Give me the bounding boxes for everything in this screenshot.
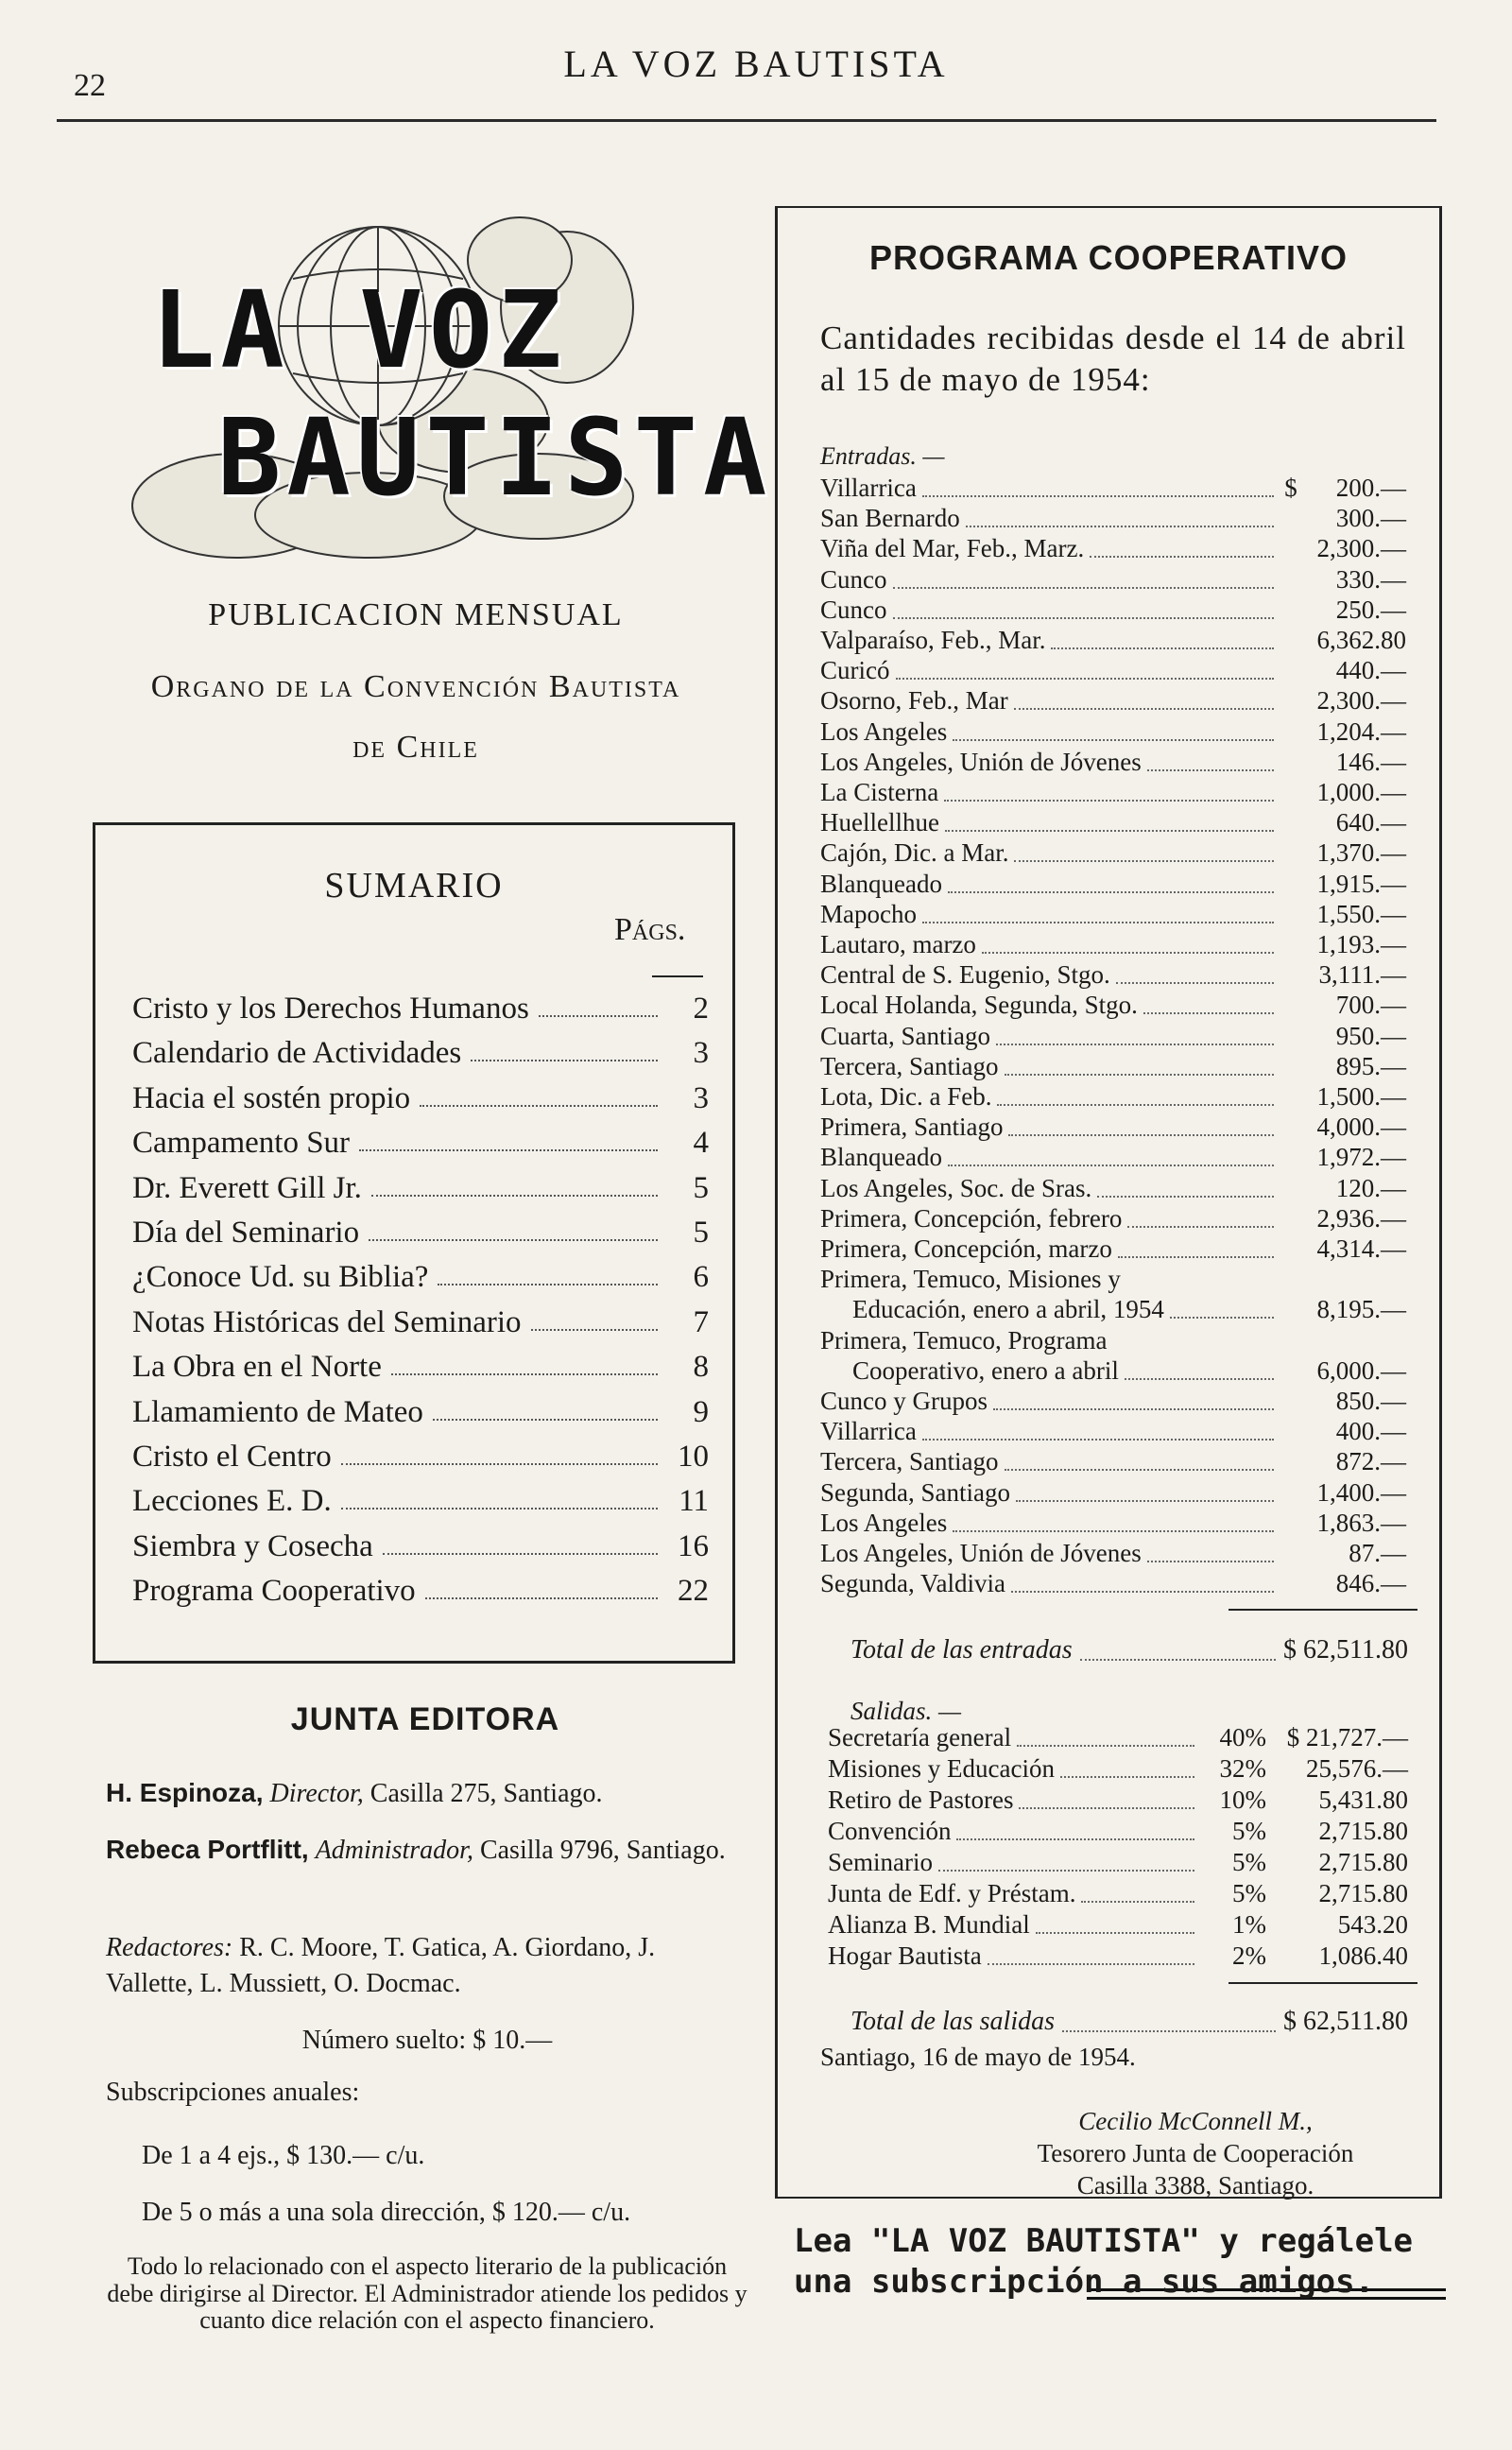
admin-address: Casilla 9796, Santiago. [479, 1836, 726, 1865]
toc-item [132, 1341, 709, 1385]
redactores-list: R. C. Moore, T. Gatica, A. Giordano, J. Vallette, L. Mussiett, O. Docmac. [106, 1933, 656, 1998]
leader-dots [953, 739, 1274, 741]
leader-dots [341, 1463, 658, 1465]
entrada-name: Huellellhue [820, 808, 939, 837]
entrada-name: Segunda, Valdivia [820, 1569, 1005, 1598]
salida-name: Junta de Edf. y Préstam. [828, 1879, 1076, 1907]
leader-dots [953, 1530, 1274, 1532]
director-line [106, 1775, 748, 1812]
toc-title: Cristo el Centro [132, 1440, 332, 1474]
salida-percent: 5% [1232, 1879, 1266, 1907]
entradas-label: Entradas. — [820, 442, 945, 470]
entrada-amount: 2,300.— [1316, 534, 1406, 563]
toc-page: 8 [693, 1350, 709, 1385]
entrada-name: Mapocho [820, 899, 917, 928]
masthead-logo [123, 203, 773, 572]
salida-percent: 32% [1219, 1754, 1266, 1783]
subscriptions-label: Subscripciones anuales: [106, 2078, 360, 2107]
redactores-line [106, 1930, 748, 2002]
entrada-amount: 1,972.— [1316, 1143, 1406, 1172]
leader-dots [1051, 647, 1274, 649]
toc-page: 4 [693, 1126, 709, 1161]
report-date: Santiago, 16 de mayo de 1954. [820, 2043, 1136, 2071]
total-salidas-value: $ 62,511.80 [1283, 2007, 1408, 2036]
leader-dots [1005, 1074, 1274, 1076]
entrada-row [820, 1114, 1406, 1140]
entrada-row [820, 1145, 1406, 1170]
salida-percent: 40% [1219, 1723, 1266, 1751]
entrada-row [820, 1510, 1406, 1536]
salida-amount: 5,431.80 [1318, 1786, 1408, 1814]
entrada-row [820, 1449, 1406, 1475]
salida-row [828, 1787, 1408, 1813]
leader-dots [1080, 1659, 1276, 1661]
page-number: 22 [74, 68, 106, 103]
salida-name: Seminario [828, 1848, 933, 1876]
entrada-row [820, 716, 1406, 746]
toc-title: Lecciones E. D. [132, 1484, 332, 1519]
publication-type: PUBLICACION MENSUAL [208, 597, 624, 632]
entrada-name: Primera, Temuco, Misiones y [820, 1265, 1121, 1294]
toc-title: Hacia el sostén propio [132, 1080, 411, 1115]
leader-dots [997, 1104, 1274, 1106]
entrada-name: Segunda, Santiago [820, 1477, 1010, 1507]
leader-dots [1147, 769, 1274, 771]
entrada-amount: 1,500.— [1316, 1082, 1406, 1111]
toc-item [132, 983, 709, 1027]
entrada-name: Tercera, Santiago [820, 1051, 999, 1080]
salida-row [828, 1819, 1408, 1844]
leader-dots [1097, 1196, 1274, 1198]
entrada-name-cont: Educación, enero a abril, 1954 [852, 1295, 1164, 1324]
entrada-row [820, 899, 1406, 928]
entrada-amount: 3,111.— [1318, 960, 1406, 990]
entrada-row [820, 1084, 1406, 1110]
entrada-name: Curicó [820, 656, 890, 685]
leader-dots [425, 1597, 658, 1599]
entrada-amount: 1,400.— [1316, 1477, 1406, 1507]
entrada-amount: 120.— [1335, 1173, 1406, 1202]
salida-percent: 5% [1232, 1817, 1266, 1845]
entrada-name: Local Holanda, Segunda, Stgo. [820, 991, 1138, 1020]
salida-amount: 2,715.80 [1318, 1848, 1408, 1876]
leader-dots [1143, 1012, 1274, 1014]
entrada-amount: 700.— [1335, 991, 1406, 1020]
entrada-name: Valparaíso, Feb., Mar. [820, 626, 1046, 654]
entrada-name: Villarrica [820, 1417, 917, 1446]
salida-name: Hogar Bautista [828, 1941, 982, 1970]
entrada-amount: 6,362.80 [1316, 626, 1406, 654]
leader-dots [922, 922, 1274, 923]
entrada-row [820, 658, 1406, 683]
logo-line-2: BAUTISTA [217, 397, 773, 520]
salida-row [828, 1881, 1408, 1907]
salida-row [828, 1725, 1408, 1751]
leader-dots [531, 1329, 658, 1331]
entrada-name: Lautaro, marzo [820, 930, 976, 958]
toc-title: ¿Conoce Ud. su Biblia? [132, 1260, 429, 1295]
entrada-amount: 1,000.— [1316, 778, 1406, 806]
programa-title: PROGRAMA COOPERATIVO [868, 238, 1349, 277]
entrada-amount: 250.— [1335, 595, 1406, 624]
entrada-row [820, 780, 1406, 805]
toc-item [132, 1521, 709, 1564]
entrada-name: Cajón, Dic. a Mar. [820, 838, 1009, 868]
total-salidas-label: Total de las salidas [850, 2007, 1056, 2036]
entrada-row [820, 747, 1406, 776]
entrada-name: Primera, Concepción, febrero [820, 1203, 1123, 1233]
entrada-name: Primera, Temuco, Programa [820, 1325, 1108, 1354]
entrada-row-cont [820, 1297, 1406, 1322]
entrada-row [820, 1021, 1406, 1050]
leader-dots [993, 1408, 1274, 1410]
salida-amount: 25,576.— [1306, 1754, 1408, 1783]
salida-row [828, 1756, 1408, 1782]
toc-page: 3 [693, 1080, 709, 1115]
toc-title: Calendario de Actividades [132, 1036, 462, 1071]
entrada-row [820, 840, 1406, 866]
toc-page: 7 [693, 1304, 709, 1339]
leader-dots [359, 1149, 658, 1151]
entrada-row [820, 932, 1406, 958]
toc-item [132, 1163, 709, 1206]
entrada-amount: 850.— [1335, 1387, 1406, 1415]
organ-line-1: Organo de la Convención Bautista [150, 669, 681, 704]
salida-percent: 2% [1232, 1941, 1266, 1970]
leader-dots [944, 800, 1274, 802]
total-salidas-row [850, 2007, 1408, 2037]
toc-page: 10 [678, 1440, 709, 1474]
total-entradas-row [850, 1635, 1408, 1665]
entrada-amount: 4,000.— [1316, 1113, 1406, 1142]
leader-dots [371, 1195, 658, 1197]
pags-label: Págs. [614, 912, 686, 947]
logo-line-1: LA VOZ [151, 269, 568, 392]
entrada-amount: 200.— [1335, 474, 1406, 502]
entrada-name: Los Angeles, Unión de Jóvenes [820, 1539, 1142, 1567]
admin-line [106, 1832, 748, 1869]
leader-dots [438, 1284, 658, 1285]
entrada-row [820, 688, 1406, 714]
salida-row [828, 1912, 1408, 1938]
toc-page: 6 [693, 1260, 709, 1295]
subscription-ad [794, 2221, 1446, 2300]
entrada-row [820, 871, 1406, 897]
leader-dots [1118, 1256, 1274, 1258]
entrada-row [820, 962, 1406, 988]
organ-line-2: de Chile [352, 730, 479, 765]
entrada-row [820, 1173, 1406, 1202]
entrada-row [820, 1419, 1406, 1444]
leader-dots [420, 1105, 658, 1107]
toc-title: Día del Seminario [132, 1216, 360, 1250]
toc-item [132, 1117, 709, 1161]
total-entradas-value: $ 62,511.80 [1283, 1635, 1408, 1665]
entrada-name: Primera, Santiago [820, 1113, 1004, 1142]
admin-name: Rebeca Portflitt, [106, 1835, 309, 1864]
toc-page: 5 [693, 1170, 709, 1205]
entrada-name: Cunco [820, 564, 887, 594]
toc-item [132, 1251, 709, 1295]
redactores-label: Redactores: [106, 1933, 233, 1962]
entrada-amount: 640.— [1335, 808, 1406, 837]
entrada-amount: 1,915.— [1316, 869, 1406, 898]
entrada-amount: 330.— [1335, 564, 1406, 594]
salida-amount: 1,086.40 [1318, 1941, 1408, 1970]
salida-amount: 543.20 [1337, 1910, 1408, 1939]
entrada-name: Los Angeles, Soc. de Sras. [820, 1173, 1092, 1202]
entrada-row [820, 1541, 1406, 1566]
editorial-note: Todo lo relacionado con el aspecto literario de la publicación debe dirigirse al Director. El Administrador atiende los pedidos y cuanto dice relación con el aspecto financiero. [107, 2252, 747, 2335]
toc-title: Dr. Everett Gill Jr. [132, 1170, 362, 1205]
leader-dots [1125, 1378, 1274, 1380]
entrada-name: Tercera, Santiago [820, 1447, 999, 1476]
entrada-row [820, 564, 1406, 594]
entrada-name: Cunco [820, 595, 887, 624]
entrada-amount: 6,000.— [1316, 1355, 1406, 1385]
leader-dots [341, 1508, 658, 1510]
entrada-row [820, 506, 1406, 531]
signer-name: Cecilio McConnell M., [1078, 2107, 1313, 2135]
toc-item [132, 1387, 709, 1430]
subscriptions-rate-2: De 5 o más a una sola dirección, $ 120.— c/u. [142, 2198, 631, 2227]
leader-dots [956, 1838, 1194, 1840]
toc-title: Cristo y los Derechos Humanos [132, 992, 529, 1026]
leader-dots [938, 1870, 1194, 1872]
leader-dots [1016, 1500, 1274, 1502]
entrada-name: Blanqueado [820, 869, 942, 898]
leader-dots [383, 1553, 658, 1555]
leader-dots [1062, 2030, 1276, 2032]
director-role: Director, [269, 1779, 364, 1808]
entrada-amount: 146.— [1335, 747, 1406, 776]
signer-address: Casilla 3388, Santiago. [1076, 2171, 1314, 2200]
leader-dots [966, 526, 1274, 527]
salida-row [828, 1850, 1408, 1875]
entrada-name: La Cisterna [820, 778, 939, 806]
entrada-name: Cunco y Grupos [820, 1387, 988, 1415]
leader-dots [433, 1419, 658, 1421]
entrada-amount: 2,936.— [1316, 1203, 1406, 1233]
leader-dots [893, 587, 1275, 589]
entrada-amount: 400.— [1335, 1417, 1406, 1446]
admin-role: Administrador, [315, 1836, 473, 1865]
toc-title: Campamento Sur [132, 1126, 351, 1161]
leader-dots [1081, 1901, 1194, 1903]
leader-dots [1147, 1561, 1274, 1562]
entrada-amount: 2,300.— [1316, 686, 1406, 716]
entrada-amount: 872.— [1335, 1447, 1406, 1476]
toc-page: 16 [678, 1528, 709, 1563]
toc-item [132, 1073, 709, 1116]
entrada-row [820, 992, 1406, 1018]
entrada-name: Los Angeles, Unión de Jóvenes [820, 747, 1142, 776]
salida-name: Alianza B. Mundial [828, 1910, 1030, 1939]
entrada-amount: 895.— [1335, 1051, 1406, 1080]
leader-dots [1014, 708, 1274, 710]
salida-amount: 2,715.80 [1318, 1817, 1408, 1845]
currency-sign: $ [1284, 474, 1297, 502]
entrada-row [820, 536, 1406, 561]
leader-dots [539, 1015, 658, 1017]
salida-name: Convención [828, 1817, 952, 1845]
toc-item [132, 1565, 709, 1609]
entrada-name: San Bernardo [820, 504, 960, 533]
leader-dots [1005, 1469, 1274, 1471]
entrada-name: Primera, Concepción, marzo [820, 1234, 1112, 1263]
salida-name: Misiones y Educación [828, 1754, 1055, 1783]
leader-dots [988, 1963, 1194, 1965]
leader-dots [1127, 1226, 1274, 1228]
entrada-row [820, 1203, 1406, 1233]
toc-title: Programa Cooperativo [132, 1574, 416, 1609]
leader-dots [922, 1439, 1274, 1441]
leader-dots [1116, 982, 1274, 984]
toc-page: 5 [693, 1216, 709, 1250]
leader-dots [1014, 860, 1274, 862]
entrada-name: Lota, Dic. a Feb. [820, 1082, 992, 1111]
total-rule [1228, 1982, 1418, 1984]
leader-dots [945, 830, 1274, 832]
entrada-row [820, 1267, 1406, 1292]
leader-dots [996, 1044, 1274, 1045]
leader-dots [1011, 1591, 1274, 1593]
entrada-name: Blanqueado [820, 1143, 942, 1172]
toc-page: 22 [678, 1574, 709, 1609]
toc-item [132, 1297, 709, 1340]
leader-dots [896, 678, 1275, 680]
entrada-amount: 1,193.— [1316, 930, 1406, 958]
subscriptions-rate-1: De 1 a 4 ejs., $ 130.— c/u. [142, 2141, 425, 2170]
running-title: LA VOZ BAUTISTA [563, 43, 949, 85]
entrada-amount: 4,314.— [1316, 1234, 1406, 1263]
director-address: Casilla 275, Santiago. [369, 1779, 603, 1808]
entrada-name: Viña del Mar, Feb., Marz. [820, 534, 1085, 563]
toc-item [132, 1207, 709, 1251]
leader-dots [982, 952, 1274, 954]
header-rule [57, 119, 1436, 122]
toc-item [132, 1431, 709, 1475]
toc-item [132, 1027, 709, 1071]
leader-dots [1017, 1745, 1194, 1747]
salida-percent: 5% [1232, 1848, 1266, 1876]
leader-dots [948, 891, 1274, 893]
salida-amount: $ 21,727.— [1286, 1723, 1408, 1751]
toc-page: 11 [679, 1484, 709, 1519]
entrada-name: Central de S. Eugenio, Stgo. [820, 960, 1110, 990]
entrada-row [820, 628, 1406, 653]
leader-dots [1170, 1317, 1274, 1319]
total-rule [1228, 1609, 1418, 1611]
leader-dots [1060, 1776, 1194, 1778]
toc-title: La Obra en el Norte [132, 1350, 382, 1385]
salida-percent: 1% [1232, 1910, 1266, 1939]
entrada-row [820, 1477, 1406, 1507]
salida-row [828, 1943, 1408, 1969]
pags-rule [652, 975, 703, 977]
entrada-row [820, 810, 1406, 836]
entrada-amount: 440.— [1335, 656, 1406, 685]
leader-dots [1036, 1932, 1194, 1934]
salidas-label: Salidas. — [850, 1697, 962, 1725]
toc-page: 3 [693, 1036, 709, 1071]
entrada-name: Cuarta, Santiago [820, 1021, 990, 1050]
entrada-amount: 1,370.— [1316, 838, 1406, 868]
leader-dots [893, 617, 1275, 619]
leader-dots [471, 1060, 658, 1061]
leader-dots [922, 495, 1274, 497]
entrada-amount: 1,863.— [1316, 1508, 1406, 1537]
entrada-row [820, 475, 1406, 501]
entrada-row [820, 597, 1406, 623]
entrada-row-cont [820, 1355, 1406, 1385]
entrada-amount: 8,195.— [1316, 1295, 1406, 1324]
entrada-name: Osorno, Feb., Mar [820, 686, 1008, 716]
entrada-row [820, 1325, 1406, 1354]
director-name: H. Espinoza, [106, 1778, 264, 1807]
entrada-amount: 950.— [1335, 1021, 1406, 1050]
toc-title: Siembra y Cosecha [132, 1528, 373, 1563]
toc-page: 2 [693, 992, 709, 1026]
toc-page: 9 [693, 1394, 709, 1429]
entrada-row [820, 1236, 1406, 1262]
entrada-amount: 1,550.— [1316, 899, 1406, 928]
entrada-name: Los Angeles [820, 716, 948, 746]
salida-name: Retiro de Pastores [828, 1786, 1014, 1814]
leader-dots [1008, 1134, 1274, 1136]
entrada-amount: 300.— [1335, 504, 1406, 533]
entrada-amount: 846.— [1335, 1569, 1406, 1598]
leader-dots [391, 1373, 658, 1375]
leader-dots [369, 1239, 658, 1241]
entrada-row [820, 1389, 1406, 1414]
numero-suelto: Número suelto: $ 10.— [301, 2026, 553, 2055]
entrada-row [820, 1571, 1406, 1596]
signer-title: Tesorero Junta de Cooperación [1037, 2139, 1354, 2167]
junta-title: JUNTA EDITORA [290, 1701, 560, 1737]
entrada-row [820, 1051, 1406, 1080]
salida-name: Secretaría general [828, 1723, 1012, 1751]
total-entradas-label: Total de las entradas [850, 1635, 1073, 1665]
leader-dots [1019, 1807, 1194, 1809]
toc-item [132, 1475, 709, 1519]
programa-intro: Cantidades recibidas desde el 14 de abril al 15 de mayo de 1954: [820, 319, 1406, 398]
leader-dots [948, 1165, 1274, 1166]
entrada-name-cont: Cooperativo, enero a abril [852, 1355, 1119, 1385]
salida-percent: 10% [1219, 1786, 1266, 1814]
entrada-name: Los Angeles [820, 1508, 948, 1537]
entrada-amount: 87.— [1349, 1539, 1406, 1567]
entrada-amount: 1,204.— [1316, 716, 1406, 746]
toc-title: Notas Históricas del Seminario [132, 1304, 522, 1339]
salida-amount: 2,715.80 [1318, 1879, 1408, 1907]
sumario-title: SUMARIO [324, 866, 504, 906]
entrada-name: Villarrica [820, 474, 917, 502]
ad-text: Lea "LA VOZ BAUTISTA" y regálele una subscripción a sus amigos. [794, 2222, 1414, 2301]
leader-dots [1090, 556, 1274, 558]
toc-title: Llamamiento de Mateo [132, 1394, 423, 1429]
